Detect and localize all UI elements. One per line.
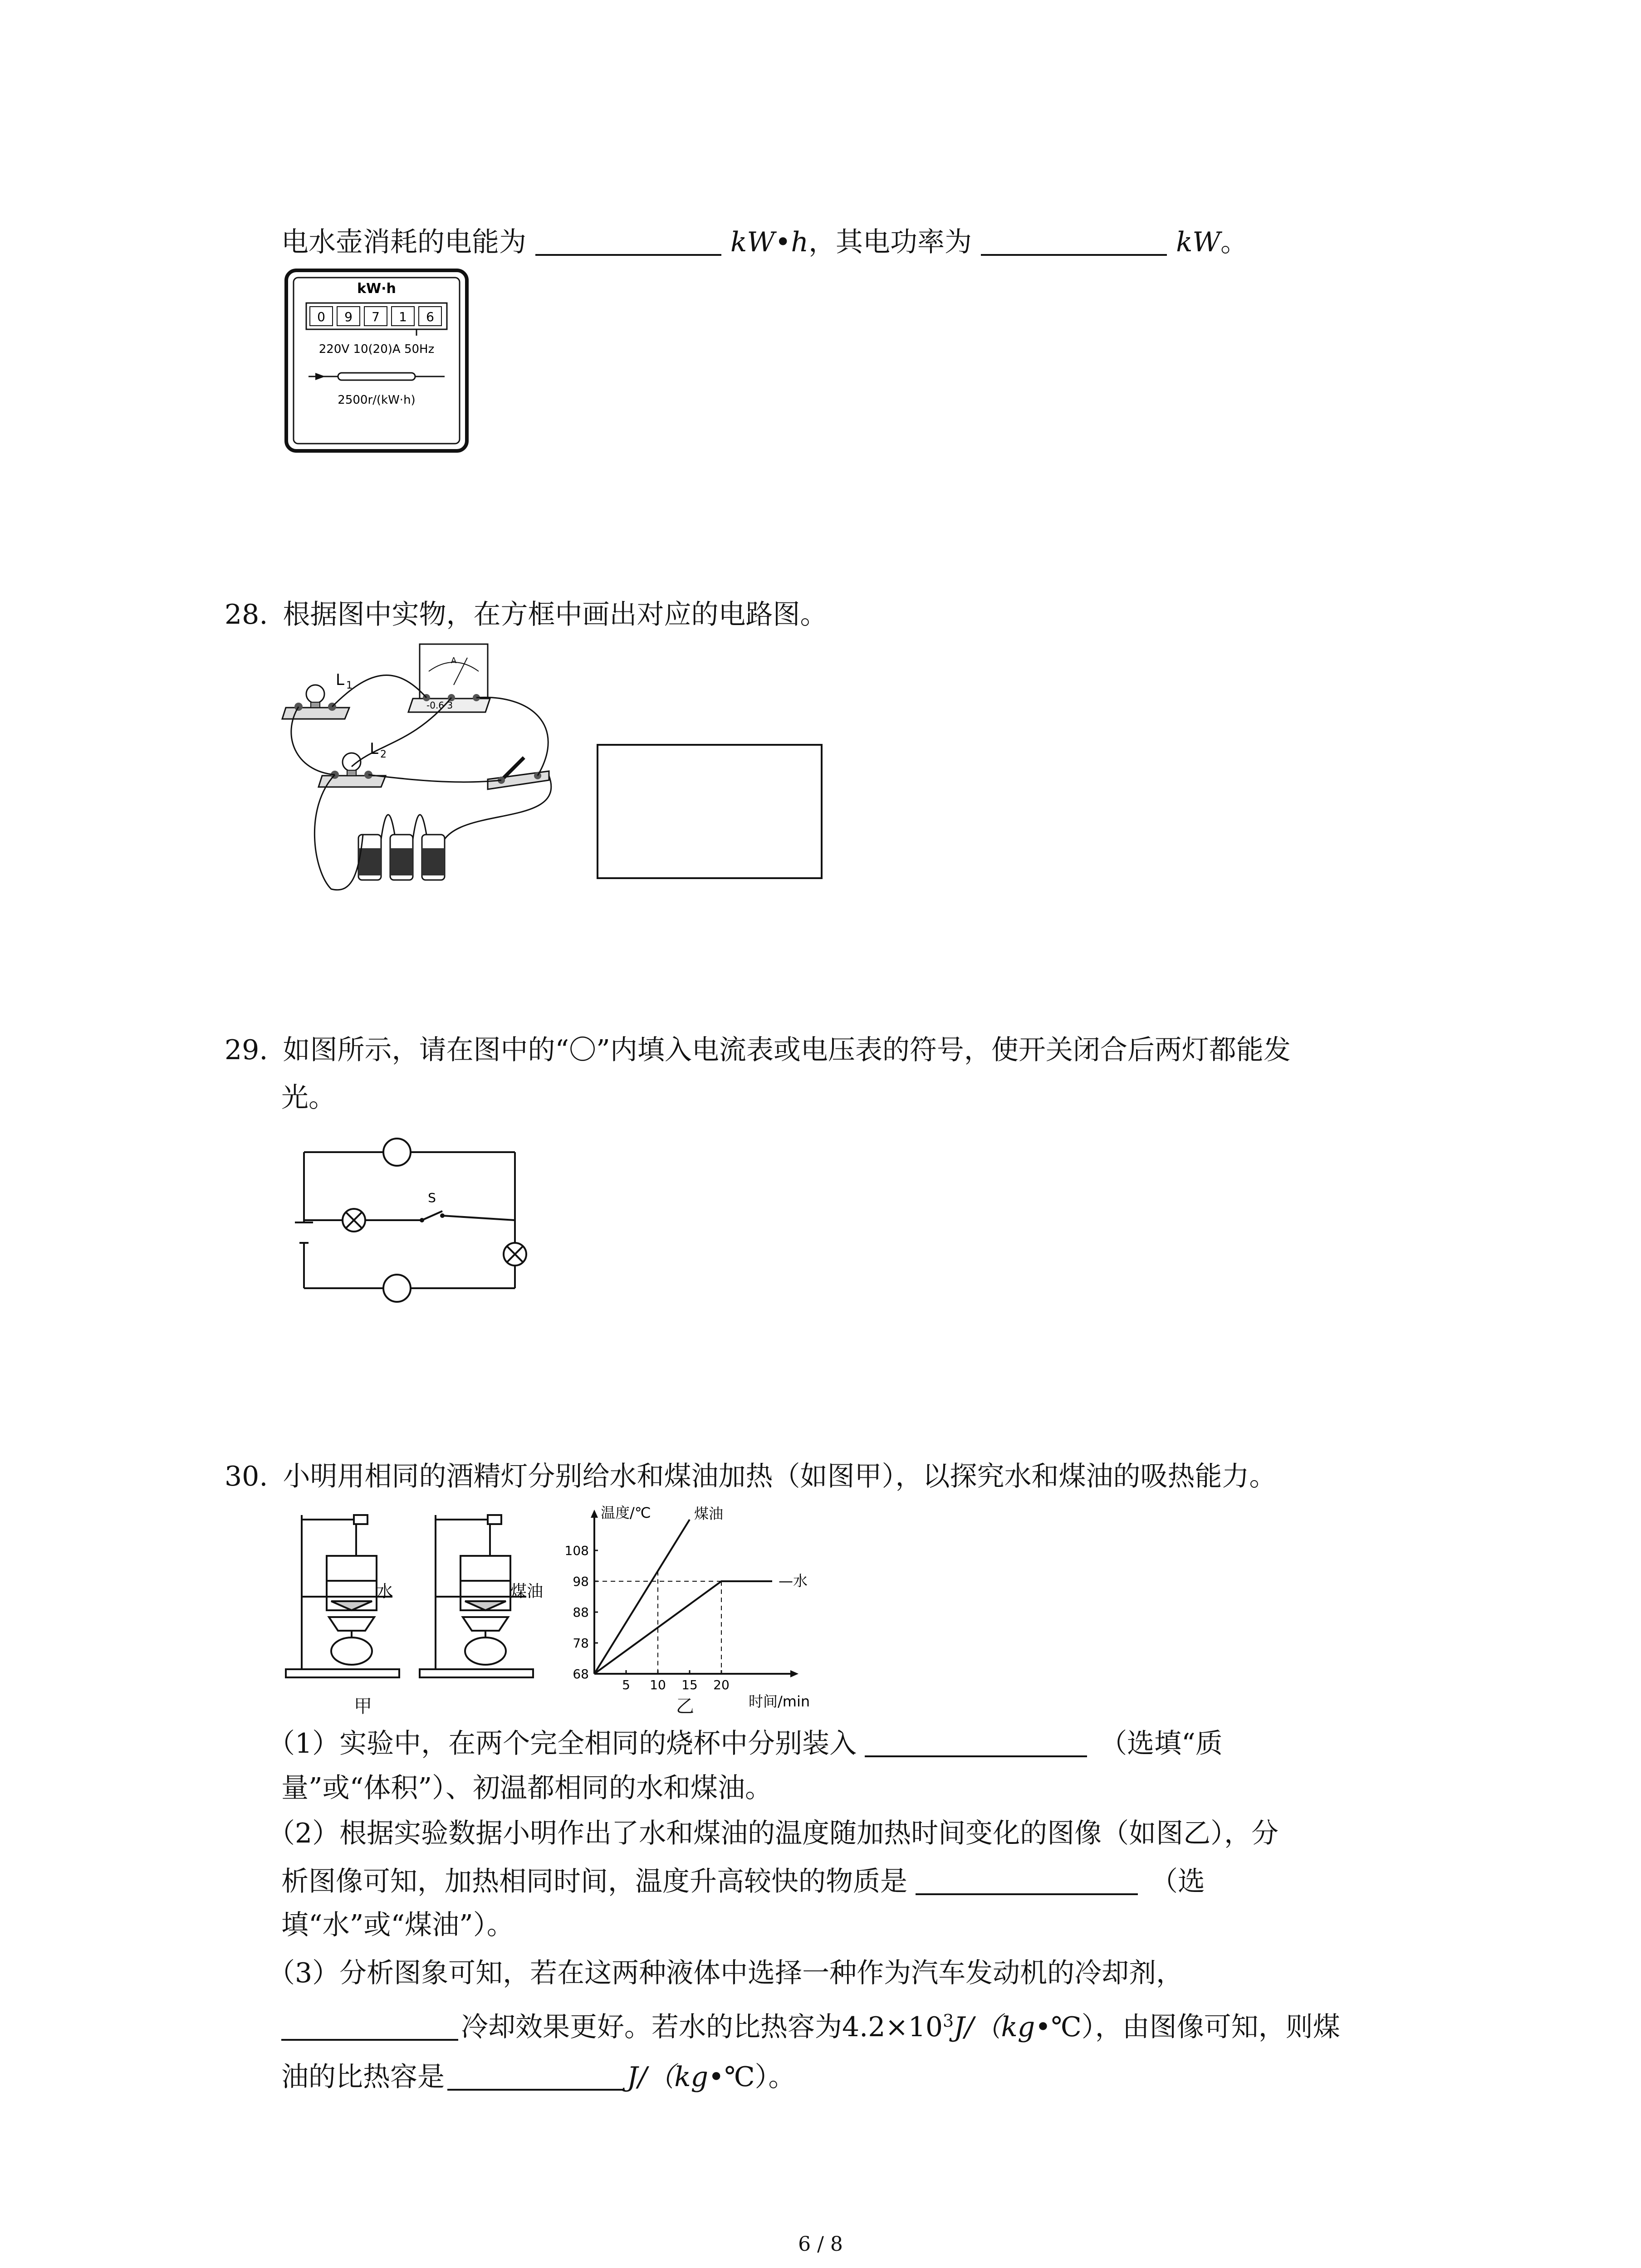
lamp-symbol-left bbox=[343, 1209, 365, 1232]
meter-digit-5: 6 bbox=[426, 309, 434, 324]
x-tick-label: 20 bbox=[713, 1677, 730, 1692]
lamp-symbol-right bbox=[504, 1243, 526, 1266]
q27-line: 电水壶消耗的电能为 kW•h，其电功率为 kW。 bbox=[281, 226, 1248, 258]
svg-text:1: 1 bbox=[346, 680, 353, 691]
x-tick-label: 5 bbox=[622, 1677, 630, 1692]
q30-text: 30. 小明用相同的酒精灯分别给水和煤油加热（如图甲），以探究水和煤油的吸热能力。 bbox=[225, 1461, 1277, 1492]
meter-digit-2: 9 bbox=[344, 309, 353, 324]
x-tick-label: 15 bbox=[681, 1677, 698, 1692]
physical-circuit-figure bbox=[277, 635, 585, 894]
q29-text-line2: 光。 bbox=[281, 1082, 336, 1114]
y-tick-label: 108 bbox=[564, 1543, 589, 1558]
label-l2: L bbox=[370, 740, 378, 758]
label-l1: L bbox=[336, 671, 344, 689]
label-water-beaker: 水 bbox=[377, 1582, 393, 1601]
answer-blank-q30-3[interactable] bbox=[281, 2012, 458, 2041]
meter-circle-bottom[interactable] bbox=[383, 1275, 411, 1302]
answer-drawing-box[interactable] bbox=[597, 744, 823, 879]
answer-blank-energy[interactable] bbox=[535, 227, 721, 256]
series-line-oil bbox=[594, 1520, 690, 1674]
q30-p3-line1: （3）分析图象可知，若在这两种液体中选择一种作为汽车发动机的冷却剂， bbox=[268, 1957, 1184, 1989]
figure-label-yi: 乙 bbox=[676, 1696, 694, 1717]
lamp-l2 bbox=[318, 740, 387, 787]
x-axis-label: 时间/min bbox=[749, 1693, 810, 1710]
ammeter-device bbox=[408, 644, 490, 712]
switch-label: S bbox=[428, 1190, 436, 1205]
knife-switch bbox=[488, 758, 549, 789]
q30-p2-line1: （2）根据实验数据小明作出了水和煤油的温度随加热时间变化的图像（如图乙），分 bbox=[268, 1818, 1279, 1849]
q30-p2-line2: 析图像可知，加热相同时间，温度升高较快的物质是 （选 bbox=[281, 1866, 1205, 1897]
q28-text: 28. 根据图中实物，在方框中画出对应的电路图。 bbox=[225, 599, 828, 631]
lamp-l1 bbox=[282, 671, 353, 719]
switch-symbol bbox=[420, 1190, 445, 1222]
question-number: 30. bbox=[225, 1461, 268, 1492]
svg-text:A: A bbox=[451, 656, 457, 665]
x-axis-arrow bbox=[790, 1670, 798, 1677]
answer-blank-q30-1[interactable] bbox=[865, 1728, 1087, 1757]
y-tick-label: 68 bbox=[573, 1667, 589, 1681]
q30-p3-line3: 油的比热容是 J/（kg•℃）。 bbox=[281, 2061, 796, 2093]
meter-spec: 220V 10(20)A 50Hz bbox=[318, 342, 435, 356]
series-label-oil: 煤油 bbox=[694, 1505, 724, 1522]
meter-digit-1: 0 bbox=[317, 309, 325, 324]
battery-pack bbox=[358, 835, 445, 880]
temperature-time-chart bbox=[558, 1497, 812, 1710]
circuit-diagram-q29 bbox=[286, 1129, 531, 1320]
figure-label-jia: 甲 bbox=[354, 1696, 372, 1717]
q29-text-line1: 29. 如图所示，请在图中的“〇”内填入电流表或电压表的符号，使开关闭合后两灯都能发 bbox=[225, 1034, 1291, 1066]
q30-p1-line2: 量”或“体积”）、初温都相同的水和煤油。 bbox=[281, 1772, 773, 1804]
battery-symbol bbox=[295, 1220, 313, 1243]
meter-digit-3: 7 bbox=[372, 309, 380, 324]
q30-p3-line2: 冷却效果更好。若水的比热容为$4.2\times 10^3J/(kg•℃)$，由图像可知，则煤 bbox=[281, 2012, 1340, 2041]
q30-p1-line1: （1）实验中，在两个完全相同的烧杯中分别装入 （选填“质 bbox=[268, 1728, 1223, 1760]
svg-text:-0.6 3: -0.6 3 bbox=[426, 700, 453, 711]
y-tick-label: 88 bbox=[573, 1605, 589, 1620]
series-line-water bbox=[594, 1581, 772, 1674]
answer-blank-power[interactable] bbox=[981, 227, 1167, 256]
svg-text:2: 2 bbox=[380, 749, 387, 760]
meter-circle-top[interactable] bbox=[383, 1139, 411, 1166]
x-tick-label: 10 bbox=[650, 1677, 666, 1692]
page-number: 6 / 8 bbox=[798, 2233, 843, 2256]
answer-blank-q30-2[interactable] bbox=[916, 1866, 1138, 1895]
y-axis-label: 温度/℃ bbox=[601, 1504, 651, 1521]
meter-digit-4: 1 bbox=[399, 309, 407, 324]
heating-apparatus-figure bbox=[284, 1506, 565, 1687]
answer-blank-q30-4[interactable] bbox=[447, 2062, 624, 2091]
question-number: 29. bbox=[225, 1034, 268, 1066]
series-label-water: —水 bbox=[779, 1572, 808, 1589]
question-number: 28. bbox=[225, 599, 268, 631]
energy-meter-figure bbox=[284, 268, 470, 454]
y-tick-label: 98 bbox=[573, 1574, 589, 1589]
y-axis-arrow bbox=[591, 1510, 598, 1518]
meter-constant: 2500r/(kW·h) bbox=[338, 393, 416, 407]
label-oil-beaker: 煤油 bbox=[510, 1582, 544, 1601]
q30-p2-line3: 填“水”或“煤油”）。 bbox=[281, 1909, 514, 1941]
meter-title: kW·h bbox=[357, 281, 396, 297]
y-tick-label: 78 bbox=[573, 1636, 589, 1651]
